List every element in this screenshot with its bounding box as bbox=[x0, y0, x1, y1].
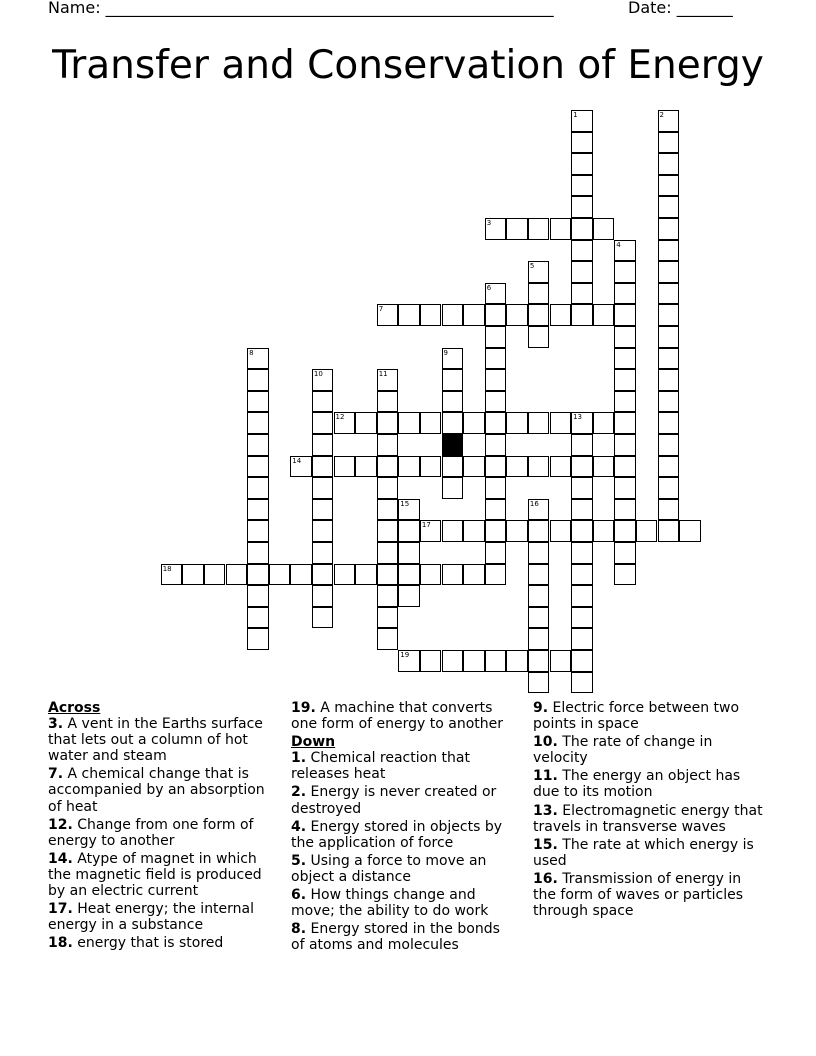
grid-cell[interactable] bbox=[636, 520, 658, 542]
grid-cell[interactable] bbox=[334, 412, 356, 434]
across-clue bbox=[48, 935, 274, 951]
grid-cell[interactable] bbox=[571, 477, 593, 499]
clue-text: A chemical change that is accompanied by an absorption of heat bbox=[48, 766, 265, 815]
grid-cell[interactable] bbox=[485, 326, 507, 348]
grid-cell[interactable] bbox=[247, 628, 269, 650]
grid-cell[interactable] bbox=[398, 542, 420, 564]
grid-cell[interactable] bbox=[571, 499, 593, 521]
grid-cell[interactable] bbox=[312, 477, 334, 499]
grid-cell[interactable] bbox=[571, 628, 593, 650]
grid-cell[interactable] bbox=[247, 348, 269, 370]
grid-cell[interactable] bbox=[161, 564, 183, 586]
grid-cell[interactable] bbox=[442, 304, 464, 326]
name-field-label: Name: ________________________________________________________ bbox=[48, 0, 554, 17]
clue-text: Using a force to move an object a distance bbox=[291, 852, 487, 885]
grid-cell[interactable] bbox=[658, 348, 680, 370]
clue-number: 16. bbox=[533, 870, 558, 887]
grid-cell[interactable] bbox=[247, 391, 269, 413]
black-cell bbox=[442, 434, 464, 456]
clue-text: Electromagnetic energy that travels in transverse waves bbox=[533, 802, 763, 835]
grid-cell[interactable] bbox=[398, 304, 420, 326]
grid-cell[interactable] bbox=[593, 304, 615, 326]
grid-cell[interactable] bbox=[377, 434, 399, 456]
clue-number: 19. bbox=[291, 700, 316, 716]
grid-cell[interactable] bbox=[506, 456, 528, 478]
grid-cell[interactable] bbox=[658, 283, 680, 305]
clue-text: Chemical reaction that releases heat bbox=[291, 750, 470, 783]
grid-cell[interactable] bbox=[247, 585, 269, 607]
down-clue bbox=[533, 803, 768, 835]
clue-text: Electric force between two points in space bbox=[533, 700, 740, 733]
clue-number: 13. bbox=[533, 802, 558, 819]
grid-cell[interactable] bbox=[658, 153, 680, 175]
grid-cell[interactable] bbox=[377, 542, 399, 564]
grid-cell[interactable] bbox=[312, 499, 334, 521]
clue-number: 7. bbox=[48, 766, 64, 783]
clue-number: 16 bbox=[529, 499, 539, 508]
clue-number: 1. bbox=[291, 750, 307, 767]
grid-cell[interactable] bbox=[614, 348, 636, 370]
grid-cell[interactable] bbox=[614, 369, 636, 391]
grid-cell[interactable] bbox=[312, 564, 334, 586]
grid-cell[interactable] bbox=[550, 412, 572, 434]
clue-number: 9. bbox=[533, 700, 549, 716]
grid-cell[interactable] bbox=[528, 672, 550, 694]
grid-cell[interactable] bbox=[528, 585, 550, 607]
grid-cell[interactable] bbox=[398, 412, 420, 434]
grid-cell[interactable] bbox=[485, 499, 507, 521]
grid-cell[interactable] bbox=[182, 564, 204, 586]
clue-number: 10. bbox=[533, 734, 558, 751]
grid-cell[interactable] bbox=[658, 261, 680, 283]
grid-cell[interactable] bbox=[377, 499, 399, 521]
grid-cell[interactable] bbox=[377, 607, 399, 629]
clue-number: 2 bbox=[659, 111, 664, 119]
grid-cell[interactable] bbox=[485, 218, 507, 240]
grid-cell[interactable] bbox=[377, 304, 399, 326]
grid-cell[interactable] bbox=[593, 456, 615, 478]
grid-cell[interactable] bbox=[463, 520, 485, 542]
grid-cell[interactable] bbox=[312, 607, 334, 629]
grid-cell[interactable] bbox=[571, 132, 593, 154]
grid-cell[interactable] bbox=[550, 218, 572, 240]
clue-text: Change from one form of energy to another bbox=[48, 816, 254, 849]
grid-cell[interactable] bbox=[398, 650, 420, 672]
down-clue bbox=[533, 768, 768, 800]
clue-text: A machine that converts one form of energy to another bbox=[291, 700, 504, 733]
grid-cell[interactable] bbox=[528, 283, 550, 305]
grid-cell[interactable] bbox=[420, 412, 442, 434]
grid-cell[interactable] bbox=[247, 477, 269, 499]
grid-cell[interactable] bbox=[463, 412, 485, 434]
clue-text: Energy stored in the bonds of atoms and molecules bbox=[291, 921, 500, 954]
grid-cell[interactable] bbox=[528, 326, 550, 348]
grid-cell[interactable] bbox=[614, 456, 636, 478]
grid-cell[interactable] bbox=[377, 477, 399, 499]
clue-number: 1 bbox=[573, 111, 578, 119]
grid-cell[interactable] bbox=[442, 456, 464, 478]
grid-cell[interactable] bbox=[312, 412, 334, 434]
down-heading: Down bbox=[291, 734, 336, 751]
across-clue bbox=[48, 766, 274, 814]
grid-cell[interactable] bbox=[334, 564, 356, 586]
grid-cell[interactable] bbox=[614, 520, 636, 542]
grid-cell[interactable] bbox=[247, 412, 269, 434]
grid-cell[interactable] bbox=[658, 477, 680, 499]
grid-cell[interactable] bbox=[571, 434, 593, 456]
grid-cell[interactable] bbox=[355, 412, 377, 434]
grid-cell[interactable] bbox=[528, 218, 550, 240]
grid-cell[interactable] bbox=[420, 564, 442, 586]
grid-cell[interactable] bbox=[463, 456, 485, 478]
grid-cell[interactable] bbox=[420, 304, 442, 326]
grid-cell[interactable] bbox=[658, 412, 680, 434]
down-clue bbox=[533, 837, 768, 869]
grid-cell[interactable] bbox=[442, 650, 464, 672]
grid-cell[interactable] bbox=[377, 456, 399, 478]
grid-cell[interactable] bbox=[528, 412, 550, 434]
clue-number: 15. bbox=[533, 836, 558, 853]
grid-cell[interactable] bbox=[571, 153, 593, 175]
grid-cell[interactable] bbox=[679, 520, 701, 542]
across-heading: Across bbox=[48, 700, 101, 716]
grid-cell[interactable] bbox=[571, 607, 593, 629]
grid-cell[interactable] bbox=[204, 564, 226, 586]
grid-cell[interactable] bbox=[571, 283, 593, 305]
clue-number: 14. bbox=[48, 850, 73, 867]
grid-cell[interactable] bbox=[247, 434, 269, 456]
clue-number: 4 bbox=[616, 240, 621, 249]
grid-cell[interactable] bbox=[658, 132, 680, 154]
grid-cell[interactable] bbox=[398, 585, 420, 607]
clue-text: energy that is stored bbox=[77, 935, 224, 952]
grid-cell[interactable] bbox=[614, 326, 636, 348]
grid-cell[interactable] bbox=[614, 240, 636, 262]
grid-cell[interactable] bbox=[571, 672, 593, 694]
clue-number: 4. bbox=[291, 818, 307, 835]
grid-cell[interactable] bbox=[377, 564, 399, 586]
grid-cell[interactable] bbox=[442, 391, 464, 413]
grid-cell[interactable] bbox=[550, 650, 572, 672]
grid-cell[interactable] bbox=[290, 564, 312, 586]
grid-cell[interactable] bbox=[571, 261, 593, 283]
grid-cell[interactable] bbox=[571, 564, 593, 586]
grid-cell[interactable] bbox=[420, 520, 442, 542]
grid-cell[interactable] bbox=[377, 585, 399, 607]
grid-cell[interactable] bbox=[658, 434, 680, 456]
clue-number: 18. bbox=[48, 935, 73, 952]
grid-cell[interactable] bbox=[355, 564, 377, 586]
grid-cell[interactable] bbox=[614, 391, 636, 413]
down-clue bbox=[291, 784, 517, 816]
grid-cell[interactable] bbox=[355, 456, 377, 478]
grid-cell[interactable] bbox=[528, 261, 550, 283]
grid-cell[interactable] bbox=[420, 650, 442, 672]
grid-cell[interactable] bbox=[658, 326, 680, 348]
clue-number: 5 bbox=[529, 262, 535, 271]
grid-cell[interactable] bbox=[485, 412, 507, 434]
down-clue bbox=[533, 734, 768, 766]
across-clues-column-1 bbox=[48, 700, 274, 953]
grid-cell[interactable] bbox=[658, 456, 680, 478]
across-clue bbox=[291, 700, 517, 732]
grid-cell[interactable] bbox=[377, 369, 399, 391]
grid-cell[interactable] bbox=[442, 520, 464, 542]
clue-number: 12. bbox=[48, 816, 73, 833]
grid-cell[interactable] bbox=[377, 520, 399, 542]
grid-cell[interactable] bbox=[398, 564, 420, 586]
grid-cell[interactable] bbox=[312, 391, 334, 413]
clue-number: 11 bbox=[378, 370, 388, 379]
grid-cell[interactable] bbox=[550, 304, 572, 326]
clue-number: 9 bbox=[443, 348, 448, 357]
grid-cell[interactable] bbox=[528, 607, 550, 629]
across-clue bbox=[48, 817, 274, 849]
clue-number: 3 bbox=[486, 219, 492, 227]
across-clue bbox=[48, 851, 274, 899]
grid-cell[interactable] bbox=[658, 499, 680, 521]
grid-cell[interactable] bbox=[658, 520, 680, 542]
clue-number: 11. bbox=[533, 768, 558, 785]
grid-cell[interactable] bbox=[312, 369, 334, 391]
grid-cell[interactable] bbox=[398, 499, 420, 521]
grid-cell[interactable] bbox=[485, 456, 507, 478]
across-clue bbox=[48, 901, 274, 933]
grid-cell[interactable] bbox=[614, 283, 636, 305]
down-clue bbox=[291, 750, 517, 782]
grid-cell[interactable] bbox=[571, 456, 593, 478]
grid-cell[interactable] bbox=[506, 218, 528, 240]
page-title: Transfer and Conservation of Energy bbox=[52, 43, 764, 88]
grid-cell[interactable] bbox=[485, 391, 507, 413]
clue-number: 5. bbox=[291, 852, 307, 869]
grid-cell[interactable] bbox=[485, 477, 507, 499]
grid-cell[interactable] bbox=[485, 304, 507, 326]
grid-cell[interactable] bbox=[528, 542, 550, 564]
grid-cell[interactable] bbox=[334, 456, 356, 478]
grid-cell[interactable] bbox=[658, 391, 680, 413]
grid-cell[interactable] bbox=[247, 607, 269, 629]
grid-cell[interactable] bbox=[442, 348, 464, 370]
clue-number: 6. bbox=[291, 887, 307, 904]
grid-cell[interactable] bbox=[614, 412, 636, 434]
grid-cell[interactable] bbox=[485, 348, 507, 370]
clue-text: Transmission of energy in the form of waves or particles through space bbox=[533, 870, 743, 920]
clue-number: 6 bbox=[486, 283, 492, 292]
grid-cell[interactable] bbox=[247, 520, 269, 542]
grid-cell[interactable] bbox=[377, 391, 399, 413]
grid-cell[interactable] bbox=[312, 456, 334, 478]
grid-cell[interactable] bbox=[247, 542, 269, 564]
grid-cell[interactable] bbox=[506, 650, 528, 672]
grid-cell[interactable] bbox=[528, 628, 550, 650]
grid-cell[interactable] bbox=[614, 542, 636, 564]
grid-cell[interactable] bbox=[593, 520, 615, 542]
grid-cell[interactable] bbox=[614, 261, 636, 283]
grid-cell[interactable] bbox=[312, 542, 334, 564]
clue-text: How things change and move; the ability to do work bbox=[291, 887, 489, 920]
down-clue bbox=[533, 700, 768, 732]
down-clues-column-3 bbox=[533, 700, 768, 921]
grid-cell[interactable] bbox=[571, 542, 593, 564]
clue-text: Energy stored in objects by the application of force bbox=[291, 818, 502, 851]
clue-text: The rate of change in velocity bbox=[533, 734, 713, 767]
grid-cell[interactable] bbox=[485, 520, 507, 542]
clue-number: 17. bbox=[48, 901, 73, 918]
clue-number: 18 bbox=[162, 564, 172, 573]
grid-cell[interactable] bbox=[485, 650, 507, 672]
down-clue bbox=[533, 871, 768, 919]
grid-cell[interactable] bbox=[658, 304, 680, 326]
grid-cell[interactable] bbox=[571, 196, 593, 218]
grid-cell[interactable] bbox=[377, 412, 399, 434]
clue-number: 19 bbox=[400, 651, 410, 659]
grid-cell[interactable] bbox=[528, 564, 550, 586]
grid-cell[interactable] bbox=[312, 520, 334, 542]
down-clue bbox=[291, 887, 517, 919]
grid-cell[interactable] bbox=[247, 499, 269, 521]
clue-text: The rate at which energy is used bbox=[533, 836, 754, 869]
grid-cell[interactable] bbox=[463, 650, 485, 672]
grid-cell[interactable] bbox=[269, 564, 291, 586]
grid-cell[interactable] bbox=[571, 520, 593, 542]
clue-number: 2. bbox=[291, 784, 307, 801]
grid-cell[interactable] bbox=[506, 520, 528, 542]
clue-text: A vent in the Earths surface that lets out a column of hot water and steam bbox=[48, 716, 263, 765]
clue-number: 3. bbox=[48, 716, 64, 733]
grid-cell[interactable] bbox=[247, 456, 269, 478]
grid-cell[interactable] bbox=[442, 564, 464, 586]
clue-number: 10 bbox=[313, 370, 323, 379]
grid-cell[interactable] bbox=[420, 456, 442, 478]
grid-cell[interactable] bbox=[528, 499, 550, 521]
grid-cell[interactable] bbox=[247, 369, 269, 391]
clue-number: 8. bbox=[291, 921, 307, 938]
grid-cell[interactable] bbox=[377, 628, 399, 650]
grid-cell[interactable] bbox=[463, 304, 485, 326]
clue-number: 14 bbox=[292, 456, 302, 465]
grid-cell[interactable] bbox=[528, 520, 550, 542]
clue-text: The energy an object has due to its motion bbox=[533, 768, 741, 801]
clue-number: 8 bbox=[249, 348, 254, 357]
grid-cell[interactable] bbox=[528, 304, 550, 326]
clue-text: Heat energy; the internal energy in a substance bbox=[48, 901, 255, 934]
grid-cell[interactable] bbox=[571, 650, 593, 672]
grid-cell[interactable] bbox=[485, 542, 507, 564]
grid-cell[interactable] bbox=[658, 369, 680, 391]
grid-cell[interactable] bbox=[658, 175, 680, 197]
grid-cell[interactable] bbox=[571, 218, 593, 240]
grid-cell[interactable] bbox=[614, 477, 636, 499]
grid-cell[interactable] bbox=[571, 110, 593, 132]
grid-cell[interactable] bbox=[658, 218, 680, 240]
grid-cell[interactable] bbox=[658, 110, 680, 132]
grid-cell[interactable] bbox=[226, 564, 248, 586]
grid-cell[interactable] bbox=[312, 585, 334, 607]
down-clue bbox=[291, 921, 517, 953]
grid-cell[interactable] bbox=[614, 499, 636, 521]
grid-cell[interactable] bbox=[398, 520, 420, 542]
grid-cell[interactable] bbox=[571, 240, 593, 262]
date-field-label: Date: _______ bbox=[628, 0, 733, 17]
grid-cell[interactable] bbox=[571, 304, 593, 326]
grid-cell[interactable] bbox=[290, 456, 312, 478]
clue-number: 17 bbox=[421, 521, 431, 530]
grid-cell[interactable] bbox=[528, 456, 550, 478]
grid-cell[interactable] bbox=[528, 650, 550, 672]
grid-cell[interactable] bbox=[658, 196, 680, 218]
grid-cell[interactable] bbox=[658, 240, 680, 262]
grid-cell[interactable] bbox=[614, 434, 636, 456]
grid-cell[interactable] bbox=[614, 304, 636, 326]
grid-cell[interactable] bbox=[485, 564, 507, 586]
grid-cell[interactable] bbox=[442, 477, 464, 499]
grid-cell[interactable] bbox=[571, 585, 593, 607]
grid-cell[interactable] bbox=[571, 175, 593, 197]
grid-cell[interactable] bbox=[506, 412, 528, 434]
clue-text: Energy is never created or destroyed bbox=[291, 784, 497, 817]
clues-column-2 bbox=[291, 700, 517, 955]
grid-cell[interactable] bbox=[312, 434, 334, 456]
grid-cell[interactable] bbox=[442, 369, 464, 391]
grid-cell[interactable] bbox=[506, 304, 528, 326]
clue-text: Atype of magnet in which the magnetic field is produced by an electric current bbox=[48, 850, 262, 900]
grid-cell[interactable] bbox=[463, 564, 485, 586]
grid-cell[interactable] bbox=[398, 456, 420, 478]
grid-cell[interactable] bbox=[247, 564, 269, 586]
grid-cell[interactable] bbox=[550, 520, 572, 542]
grid-cell[interactable] bbox=[485, 434, 507, 456]
grid-cell[interactable] bbox=[614, 564, 636, 586]
clue-number: 12 bbox=[335, 413, 345, 422]
across-clue bbox=[48, 716, 274, 764]
grid-cell[interactable] bbox=[571, 412, 593, 434]
grid-cell[interactable] bbox=[485, 369, 507, 391]
grid-cell[interactable] bbox=[550, 456, 572, 478]
grid-cell[interactable] bbox=[593, 412, 615, 434]
down-clue bbox=[291, 819, 517, 851]
down-clue bbox=[291, 853, 517, 885]
clue-number: 7 bbox=[378, 305, 384, 314]
grid-cell[interactable] bbox=[593, 218, 615, 240]
clue-number: 15 bbox=[400, 499, 410, 508]
grid-cell[interactable] bbox=[485, 283, 507, 305]
grid-cell[interactable] bbox=[442, 412, 464, 434]
clue-number: 13 bbox=[573, 413, 583, 422]
